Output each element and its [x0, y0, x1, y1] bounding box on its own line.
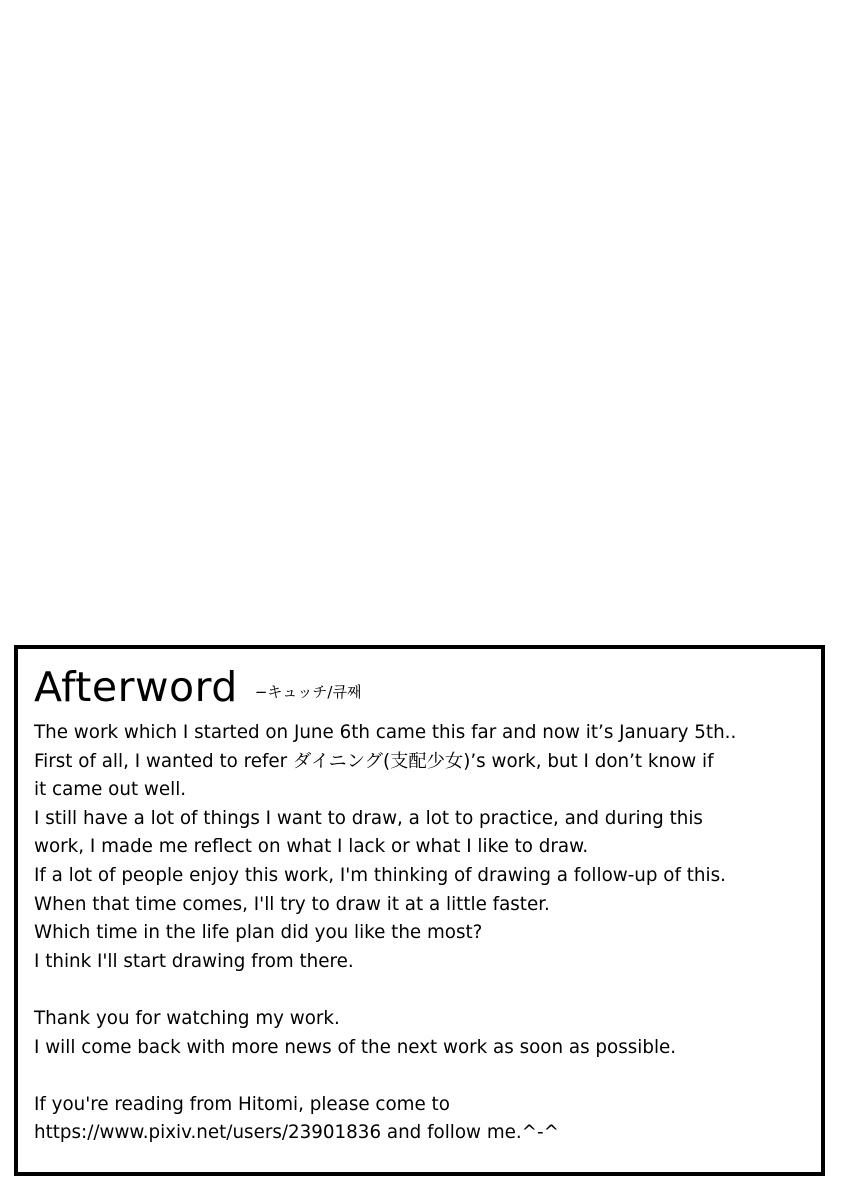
body-line: work, I made me reflect on what I lack or what I like to draw.: [34, 836, 589, 858]
afterword-title: Afterword: [34, 663, 238, 711]
body-line: it came out well.: [34, 779, 187, 801]
afterword-header: [34, 663, 361, 711]
blank-line: [34, 976, 824, 1005]
body-line: If a lot of people enjoy this work, I'm thinking of drawing a follow-up of this.: [34, 864, 726, 886]
body-line: The work which I started on June 6th came this far and now it’s January 5th..: [34, 722, 737, 743]
afterword-panel: [14, 645, 825, 1176]
afterword-body: [34, 719, 824, 1148]
body-line: Thank you for watching my work.: [34, 1007, 340, 1029]
body-line: If you're reading from Hitomi, please come to: [34, 1093, 450, 1115]
body-line: I will come back with more news of the next work as soon as possible.: [34, 1036, 677, 1058]
body-line: When that time comes, I'll try to draw it at a little faster.: [34, 893, 550, 915]
body-line: I still have a lot of things I want to draw, a lot to practice, and during this: [34, 807, 703, 829]
body-line: First of all, I wanted to refer ダイニング(支配少女)’s work, but I don’t know if: [34, 750, 714, 772]
blank-line: [34, 1062, 824, 1091]
body-line: I think I'll start drawing from there.: [34, 950, 354, 972]
body-line: Which time in the life plan did you like the most?: [34, 922, 483, 944]
pixiv-link-line: https://www.pixiv.net/users/23901836 and follow me.^-^: [34, 1122, 559, 1144]
author-byline: −キュッチ/큐째: [254, 683, 362, 701]
